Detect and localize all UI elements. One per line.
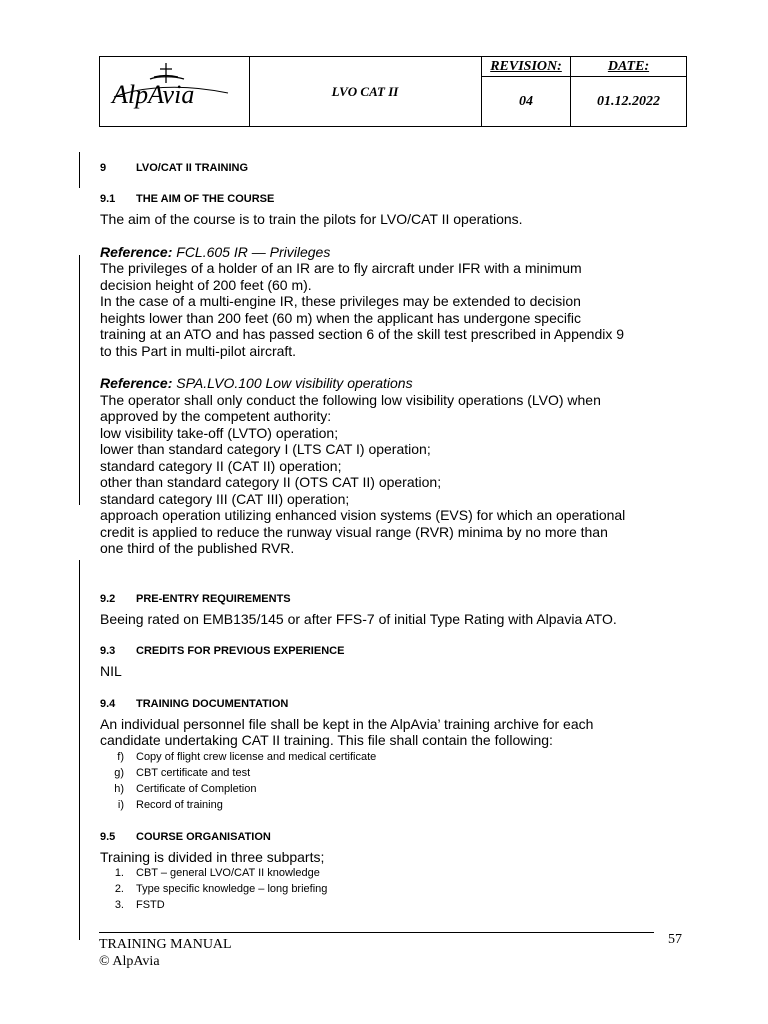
text-line: to this Part in multi-pilot aircraft. bbox=[100, 342, 297, 359]
list-item bbox=[100, 797, 680, 813]
section-title: THE AIM OF THE COURSE bbox=[136, 193, 275, 205]
date-label: DATE: bbox=[571, 57, 686, 77]
section-number: 9 bbox=[100, 162, 107, 174]
page-number: 57 bbox=[668, 932, 682, 947]
subparts-list bbox=[100, 865, 680, 913]
list-item-text: Type specific knowledge – long briefing bbox=[136, 883, 328, 895]
section-title: TRAINING DOCUMENTATION bbox=[136, 697, 289, 710]
documentation-list bbox=[100, 749, 680, 813]
alpavia-logo bbox=[100, 57, 249, 126]
section-number: 9.2 bbox=[100, 592, 116, 605]
reference-label: Reference: bbox=[100, 243, 173, 260]
list-marker: 2. bbox=[114, 883, 124, 895]
text-line: decision height of 200 feet (60 m). bbox=[100, 276, 312, 293]
aim-paragraph: The aim of the course is to train the pilots for LVO/CAT II operations. bbox=[100, 211, 523, 227]
list-item bbox=[100, 765, 680, 781]
list-item-text: Copy of flight crew license and medical certificate bbox=[136, 750, 377, 763]
document-title: LVO CAT II bbox=[249, 57, 482, 126]
date-value: 01.12.2022 bbox=[597, 93, 660, 109]
text-line: candidate undertaking CAT II training. This file shall contain the following: bbox=[100, 732, 553, 748]
logo-cell bbox=[100, 57, 250, 126]
credits-text: NIL bbox=[100, 663, 122, 679]
list-item bbox=[100, 897, 680, 913]
section-number: 9.3 bbox=[100, 645, 116, 657]
text-line: training at an ATO and has passed section 6 of the skill test prescribed in Appendix 9 bbox=[100, 326, 625, 342]
reference-label: Reference: bbox=[100, 375, 173, 391]
text-line: The privileges of a holder of an IR are to fly aircraft under IFR with a minimum bbox=[100, 260, 582, 276]
list-marker: 3. bbox=[114, 899, 124, 911]
logo-wordmark: AlpAvia bbox=[112, 80, 195, 109]
section-heading bbox=[100, 593, 680, 605]
text-line: An individual personnel file shall be kept in the AlpAvia’ training archive for each bbox=[100, 715, 594, 732]
text-line: other than standard category II (OTS CAT II) operation; bbox=[100, 474, 442, 490]
text-line: standard category III (CAT III) operation; bbox=[100, 490, 350, 507]
revision-label: REVISION: bbox=[482, 57, 571, 77]
text-line: low visibility take-off (LVTO) operation; bbox=[100, 424, 339, 441]
list-item bbox=[100, 881, 680, 897]
text-line: lower than standard category I (LTS CAT I) operation; bbox=[100, 441, 431, 457]
document-header bbox=[99, 56, 687, 127]
reference-heading bbox=[100, 244, 680, 261]
list-marker: h) bbox=[114, 782, 124, 795]
section-heading bbox=[100, 193, 680, 205]
change-bar bbox=[79, 560, 80, 940]
footer-rule bbox=[99, 932, 654, 933]
list-item-text: CBT certificate and test bbox=[136, 766, 251, 779]
section-title: CREDITS FOR PREVIOUS EXPERIENCE bbox=[136, 645, 345, 657]
page-footer bbox=[99, 936, 232, 970]
pre-entry-text: Beeing rated on EMB135/145 or after FFS-7 of initial Type Rating with Alpavia ATO. bbox=[100, 610, 617, 627]
text-line: In the case of a multi-engine IR, these privileges may be extended to decision bbox=[100, 293, 581, 309]
section-heading bbox=[100, 698, 680, 710]
list-marker: i) bbox=[117, 798, 124, 811]
section-heading bbox=[100, 645, 680, 657]
list-item-text: Record of training bbox=[136, 798, 223, 811]
list-item-text: CBT – general LVO/CAT II knowledge bbox=[136, 867, 320, 879]
section-title: PRE-ENTRY REQUIREMENTS bbox=[136, 592, 291, 605]
section-heading bbox=[100, 162, 680, 174]
section-number: 9.1 bbox=[100, 193, 116, 205]
change-bar bbox=[79, 152, 80, 188]
list-marker: g) bbox=[114, 766, 124, 779]
reference-title: SPA.LVO.100 Low visibility operations bbox=[172, 375, 413, 391]
reference-title: FCL.605 IR — Privileges bbox=[172, 243, 331, 260]
footer-manual-title: TRAINING MANUAL bbox=[99, 937, 232, 952]
list-item-text: FSTD bbox=[136, 899, 165, 911]
list-item bbox=[100, 781, 680, 797]
section-number: 9.4 bbox=[100, 697, 116, 710]
text-line: standard category II (CAT II) operation; bbox=[100, 457, 342, 474]
text-line: credit is applied to reduce the runway visual range (RVR) minima by no more than bbox=[100, 523, 608, 540]
list-item bbox=[100, 865, 680, 881]
list-item bbox=[100, 749, 680, 765]
section-title: LVO/CAT II TRAINING bbox=[136, 162, 249, 174]
document-body bbox=[100, 162, 680, 913]
list-marker: f) bbox=[117, 750, 124, 763]
text-line: The operator shall only conduct the following low visibility operations (LVO) when bbox=[100, 391, 601, 408]
change-bar bbox=[79, 255, 80, 505]
list-marker: 1. bbox=[114, 867, 124, 879]
text-line: heights lower than 200 feet (60 m) when the applicant has undergone specific bbox=[100, 309, 581, 326]
section-heading bbox=[100, 831, 680, 843]
text-line: approach operation utilizing enhanced vision systems (EVS) for which an operational bbox=[100, 507, 626, 523]
footer-copyright: © AlpAvia bbox=[99, 954, 160, 969]
section-number: 9.5 bbox=[100, 830, 116, 843]
text-line: one third of the published RVR. bbox=[100, 540, 295, 556]
section-title: COURSE ORGANISATION bbox=[136, 830, 271, 843]
reference-heading bbox=[100, 375, 680, 392]
revision-value: 04 bbox=[482, 77, 571, 126]
organisation-text: Training is divided in three subparts; bbox=[100, 848, 325, 865]
text-line: approved by the competent authority: bbox=[100, 408, 332, 424]
list-item-text: Certificate of Completion bbox=[136, 782, 257, 795]
